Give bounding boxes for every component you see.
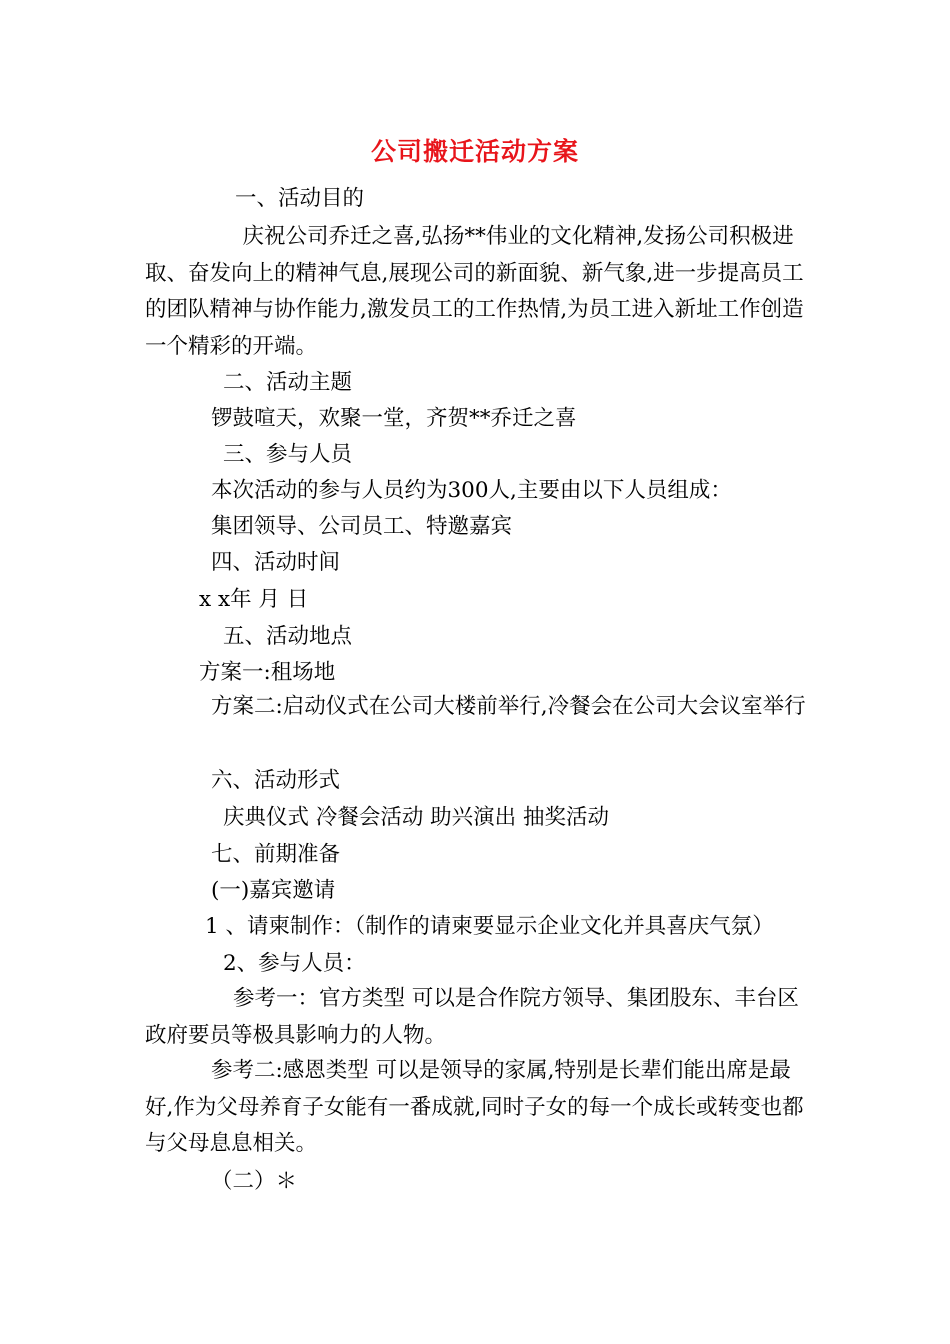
section-6-heading: 六、活动形式 xyxy=(211,768,341,793)
section-4-heading: 四、活动时间 xyxy=(211,550,341,575)
section-5-heading: 五、活动地点 xyxy=(223,624,353,649)
section-5-option-2: 方案二:启动仪式在公司大楼前举行,冷餐会在公司大会议室举行 xyxy=(211,694,806,719)
section-2-body: 锣鼓喧天，欢聚一堂，齐贺**乔迁之喜 xyxy=(211,406,577,431)
section-6-body: 庆典仪式 冷餐会活动 助兴演出 抽奖活动 xyxy=(223,805,610,830)
section-4-body: x x年 月 日 xyxy=(199,587,309,612)
section-7-sub-1: (一)嘉宾邀请 xyxy=(211,878,336,903)
section-1-body: 庆祝公司乔迁之喜,弘扬**伟业的文化精神,发扬公司积极进取、奋发向上的精神气息,展现公司的新面貌、新气象,进一步提高员工的团队精神与协作能力,激发员工的工作热情,为员工进入新址工作创造一个精彩的开端。 xyxy=(145,224,804,359)
section-5-option-1: 方案一:租场地 xyxy=(199,660,336,685)
section-7-reference-2: 参考二:感恩类型 可以是领导的家属,特别是长辈们能出席是最好,作为父母养育子女能有一番成就,同时子女的每一个成长或转变也都与父母息息相关。 xyxy=(145,1058,804,1156)
document-title: 公司搬迁活动方案 xyxy=(370,137,579,166)
section-7-reference-1: 参考一：官方类型 可以是合作院方领导、集团股东、丰台区政府要员等极具影响力的人物。 xyxy=(145,986,799,1048)
section-3-heading: 三、参与人员 xyxy=(223,442,353,467)
section-7-item-1: 1 、请柬制作：（制作的请柬要显示企业文化并具喜庆气氛） xyxy=(205,914,774,939)
section-2-heading: 二、活动主题 xyxy=(223,370,353,395)
section-3-body-2: 集团领导、公司员工、特邀嘉宾 xyxy=(211,514,513,539)
section-7-sub-2: （二）＊ xyxy=(211,1169,298,1194)
section-1-heading: 一、活动目的 xyxy=(235,186,365,211)
section-3-body-1: 本次活动的参与人员约为300人,主要由以下人员组成： xyxy=(211,478,732,503)
section-7-item-2: 2、参与人员： xyxy=(223,951,366,976)
section-7-heading: 七、前期准备 xyxy=(211,842,341,867)
